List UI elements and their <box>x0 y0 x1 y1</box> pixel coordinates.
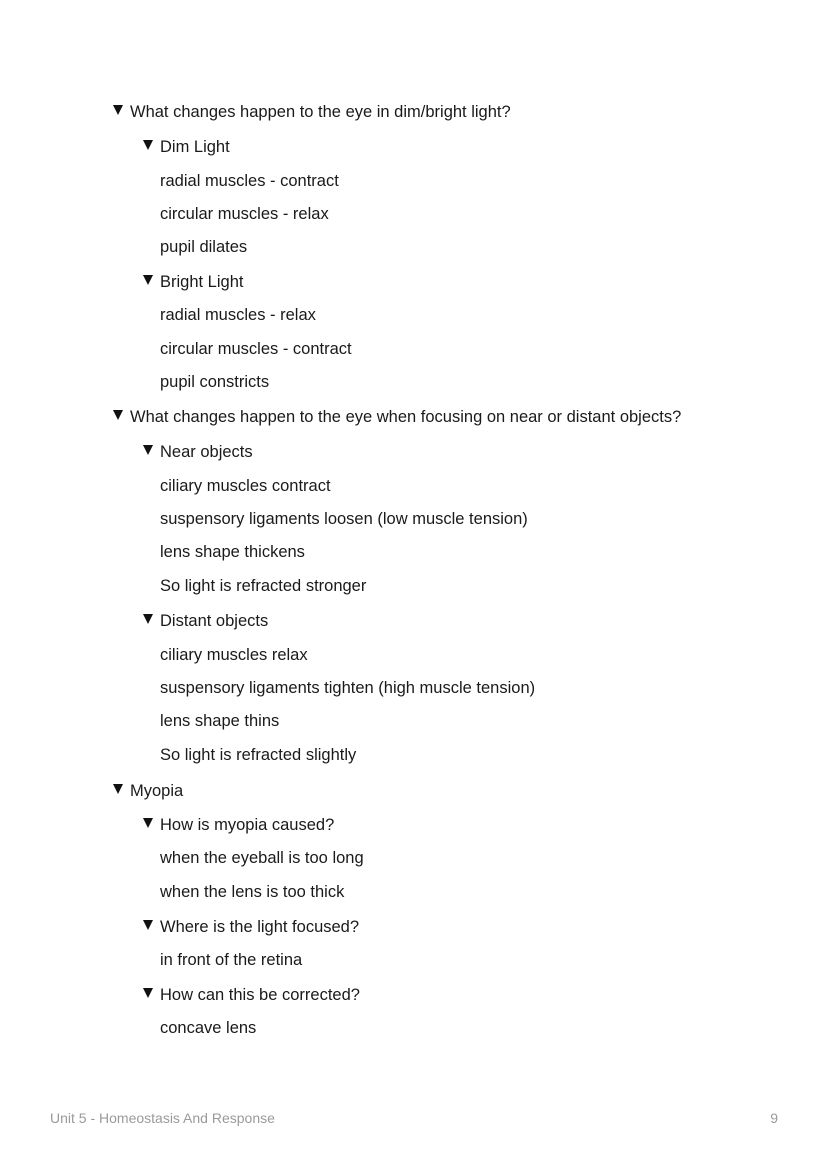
toggle-myopia-cause[interactable] <box>143 814 334 836</box>
triangle-down-icon[interactable] <box>113 784 123 794</box>
heading-dim-bright: What changes happen to the eye in dim/bright light? <box>130 103 511 121</box>
heading-dim-light: Dim Light <box>160 138 230 156</box>
heading-light-focus: Where is the light focused? <box>160 918 360 936</box>
list-item: lens shape thins <box>160 712 280 730</box>
triangle-down-icon[interactable] <box>143 818 153 828</box>
toggle-light-focus[interactable] <box>143 916 359 938</box>
heading-near-objects: Near objects <box>160 443 253 461</box>
footer-title: Unit 5 - Homeostasis And Response <box>50 1110 275 1126</box>
toggle-correction[interactable] <box>143 984 360 1006</box>
heading-myopia: Myopia <box>130 782 184 800</box>
heading-focusing: What changes happen to the eye when focusing on near or distant objects? <box>130 408 682 426</box>
list-item: suspensory ligaments tighten (high muscle tension) <box>160 679 536 697</box>
list-item: suspensory ligaments loosen (low muscle tension) <box>160 510 528 528</box>
list-item: radial muscles - contract <box>160 172 339 190</box>
toggle-myopia[interactable] <box>113 780 183 802</box>
list-item: in front of the retina <box>160 951 303 969</box>
list-item: pupil constricts <box>160 373 270 391</box>
heading-correction: How can this be corrected? <box>160 986 360 1004</box>
toggle-dim-bright[interactable] <box>113 101 511 123</box>
toggle-near-objects[interactable] <box>143 441 253 463</box>
toggle-bright-light[interactable] <box>143 271 243 293</box>
page-number: 9 <box>770 1110 778 1126</box>
list-item: lens shape thickens <box>160 543 305 561</box>
triangle-down-icon[interactable] <box>143 275 153 285</box>
triangle-down-icon[interactable] <box>113 105 123 115</box>
triangle-down-icon[interactable] <box>143 140 153 150</box>
list-item: when the lens is too thick <box>160 883 345 901</box>
triangle-down-icon[interactable] <box>113 410 123 420</box>
triangle-down-icon[interactable] <box>143 614 153 624</box>
heading-distant-objects: Distant objects <box>160 612 269 630</box>
triangle-down-icon[interactable] <box>143 988 153 998</box>
toggle-dim-light[interactable] <box>143 136 230 158</box>
list-item: ciliary muscles relax <box>160 646 308 664</box>
toggle-focusing[interactable] <box>113 406 681 428</box>
list-item: circular muscles - contract <box>160 340 352 358</box>
list-item: when the eyeball is too long <box>160 849 364 867</box>
triangle-down-icon[interactable] <box>143 445 153 455</box>
toggle-distant-objects[interactable] <box>143 610 268 632</box>
heading-bright-light: Bright Light <box>160 273 244 291</box>
list-item: concave lens <box>160 1019 257 1037</box>
list-item: So light is refracted slightly <box>160 746 357 764</box>
list-item: ciliary muscles contract <box>160 477 331 495</box>
list-item: circular muscles - relax <box>160 205 329 223</box>
list-item: So light is refracted stronger <box>160 577 367 595</box>
list-item: pupil dilates <box>160 238 248 256</box>
list-item: radial muscles - relax <box>160 306 316 324</box>
triangle-down-icon[interactable] <box>143 920 153 930</box>
heading-myopia-cause: How is myopia caused? <box>160 816 335 834</box>
